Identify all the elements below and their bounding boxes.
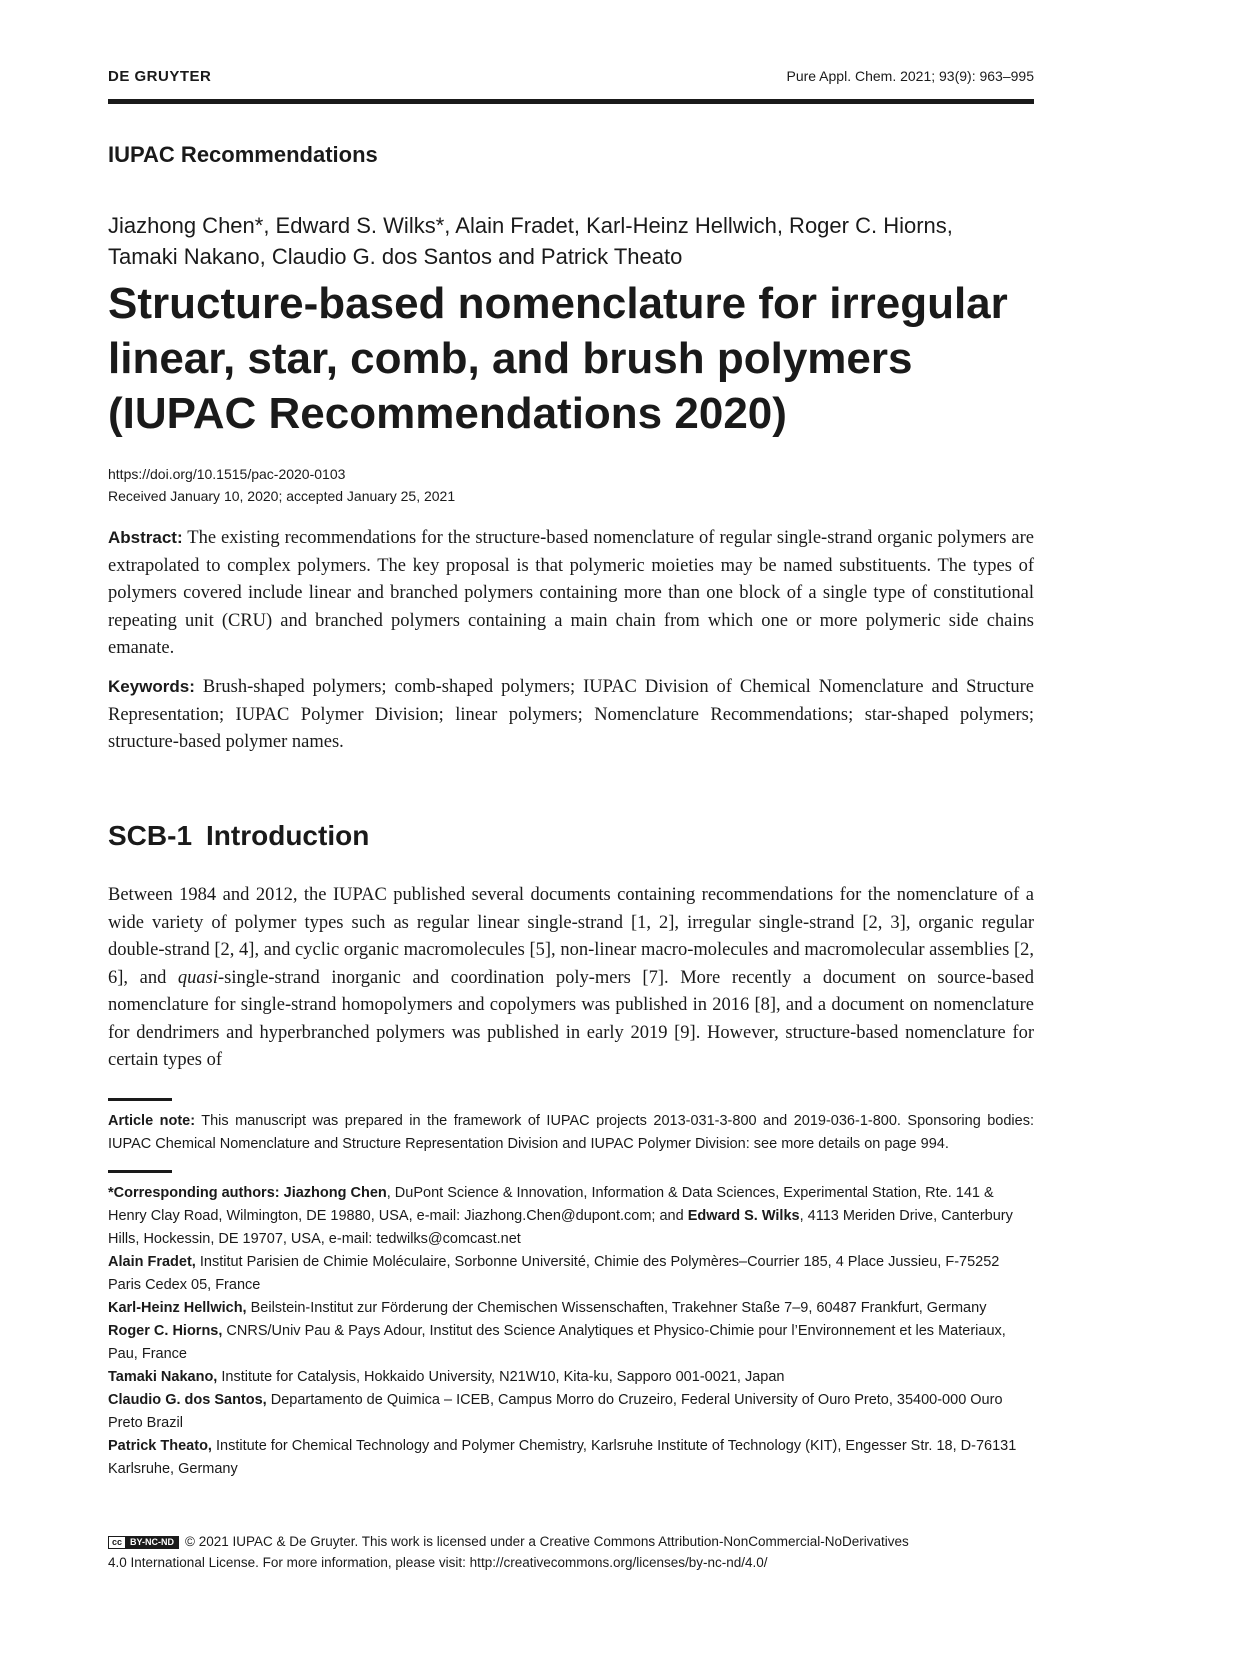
- affiliation-text: Institute for Chemical Technology and Polymer Chemistry, Karlsruhe Institute of Technology (KIT), Engesser Str. 18, D-76131 Karlsruhe, Germany: [108, 1438, 1017, 1477]
- intro-text: Between 1984 and 2012, the IUPAC published several documents containing recommendations for the nomenclature of a wide variety of polymer types such as regular linear single-strand [1, 2], irregular single-strand [2, 3], organic regular double-strand [2, 4], and cyclic organic macromolecules [5], non-linear macro-molecules and macromolecular assemblies [2, 6], and: [108, 885, 1034, 988]
- running-header: [108, 68, 1034, 88]
- license-notice: [108, 1531, 1034, 1573]
- author-name: Roger C. Hiorns,: [108, 1323, 223, 1339]
- affiliation-text: CNRS/Univ Pau & Pays Adour, Institut des Science Analytiques et Physico-Chimie pour l’Environnement et les Materiaux, Pau, France: [108, 1323, 1006, 1362]
- affiliation-item: [108, 1320, 1034, 1366]
- article-note: [108, 1110, 1034, 1156]
- title-line: (IUPAC Recommendations 2020): [108, 389, 787, 438]
- doi-link[interactable]: https://doi.org/10.1515/pac-2020-0103: [108, 466, 346, 482]
- header-rule: [108, 99, 1034, 104]
- keywords-text: Brush-shaped polymers; comb-shaped polymers; IUPAC Division of Chemical Nomenclature and Structure Representation; IUPAC Polymer Division; linear polymers; Nomenclature Recommendations; star-shaped polymers; structure-based polymer names.: [108, 677, 1034, 752]
- affiliation-text: Institut Parisien de Chimie Moléculaire, Sorbonne Université, Chimie des Polymères–Courrier 185, 4 Place Jussieu, F-75252 Paris Cedex 05, France: [108, 1254, 1000, 1293]
- affiliation-item: [108, 1251, 1034, 1297]
- affiliation-item: [108, 1389, 1034, 1435]
- introduction-paragraph: [108, 882, 1034, 1075]
- keywords-label: Keywords:: [108, 677, 195, 696]
- author-name: Jiazhong Chen: [283, 1185, 387, 1201]
- affiliation-text: Departamento de Quimica – ICEB, Campus Morro do Cruzeiro, Federal University of Ouro Preto, 35400-000 Ouro Preto Brazil: [108, 1392, 1003, 1431]
- section-heading-introduction: [108, 820, 369, 852]
- article-meta: [108, 463, 455, 507]
- title-line: Structure-based nomenclature for irregular: [108, 279, 1008, 328]
- affiliation-item: [108, 1297, 1034, 1320]
- author-name: Edward S. Wilks: [687, 1208, 800, 1224]
- footnote-rule: [108, 1170, 172, 1173]
- license-url-line[interactable]: 4.0 International License. For more information, please visit: http://creativecommons.org/licenses/by-nc-nd/4.0/: [108, 1555, 768, 1570]
- affiliation-text: , DuPont Science & Innovation, Information & Data Sciences, Experimental Station, Rte. 141 & Henry Clay Road, Wilmington, DE 19880, USA, e-mail: Jiazhong.Chen@dupont.com; and: [108, 1185, 994, 1224]
- affiliations: [108, 1182, 1034, 1481]
- intro-text-continued: -single-strand inorganic and coordination poly-mers [7]. More recently a document on source-based nomenclature for single-strand homopolymers and copolymers was published in 2016 [8], and a document on nomenclature for dendrimers and hyperbranched polymers was published in early 2019 [9]. However, structure-based nomenclature for certain types of: [108, 967, 1035, 1070]
- affiliation-item: [108, 1435, 1034, 1481]
- author-line: Jiazhong Chen*, Edward S. Wilks*, Alain Fradet, Karl-Heinz Hellwich, Roger C. Hiorns,: [108, 213, 953, 238]
- article-note-text: This manuscript was prepared in the framework of IUPAC projects 2013-031-3-800 and 2019-036-1-800. Sponsoring bodies: IUPAC Chemical Nomenclature and Structure Representation Division and IUPAC Polymer Division: see more details on page 994.: [108, 1113, 1034, 1152]
- abstract: [108, 524, 1034, 663]
- section-number: SCB-1: [108, 820, 193, 851]
- abstract-text: The existing recommendations for the structure-based nomenclature of regular single-strand organic polymers are extrapolated to complex polymers. The key proposal is that polymeric moieties may be named substituents. The types of polymers covered include linear and branched polymers containing more than one block of a single type of constitutional repeating unit (CRU) and branched polymers containing a main chain from which one or more polymeric side chains emanate.: [108, 528, 1034, 658]
- license-line: [108, 1531, 1034, 1552]
- section-label: IUPAC Recommendations: [108, 142, 378, 167]
- journal-citation: Pure Appl. Chem. 2021; 93(9): 963–995: [786, 68, 1034, 84]
- article-title: [108, 276, 1034, 441]
- received-dates: Received January 10, 2020; accepted January 25, 2021: [108, 488, 456, 504]
- author-name: Claudio G. dos Santos,: [108, 1392, 267, 1408]
- license-text: © 2021 IUPAC & De Gruyter. This work is licensed under a Creative Commons Attribution-NonCommercial-NoDerivatives: [185, 1534, 909, 1549]
- author-name: Karl-Heinz Hellwich,: [108, 1300, 247, 1316]
- author-name: Patrick Theato,: [108, 1438, 212, 1454]
- corresponding-label: *Corresponding authors:: [108, 1185, 284, 1201]
- author-line: Tamaki Nakano, Claudio G. dos Santos and Patrick Theato: [108, 244, 683, 269]
- author-name: Alain Fradet,: [108, 1254, 196, 1270]
- affiliation-text: Institute for Catalysis, Hokkaido University, N21W10, Kita-ku, Sapporo 001-0021, Japan: [217, 1369, 785, 1385]
- affiliation-text: Beilstein-Institut zur Förderung der Chemischen Wissenschaften, Trakehner Staße 7–9, 60487 Frankfurt, Germany: [246, 1300, 987, 1316]
- section-title: Introduction: [206, 820, 370, 851]
- intro-italic: quasi: [177, 967, 219, 988]
- cc-license-badge-icon[interactable]: cc BY-NC-ND: [108, 1536, 179, 1549]
- publisher-name: DE GRUYTER: [108, 68, 212, 85]
- affiliation-text: , 4113 Meriden Drive, Canterbury Hills, Hockessin, DE 19707, USA, e-mail: tedwilks@comcast.net: [108, 1208, 1013, 1247]
- affiliation-item: [108, 1366, 1034, 1389]
- footnote-rule: [108, 1098, 172, 1101]
- corresponding-authors: [108, 1182, 1034, 1251]
- author-name: Tamaki Nakano,: [108, 1369, 218, 1385]
- author-list: [108, 210, 1034, 272]
- title-line: linear, star, comb, and brush polymers: [108, 334, 913, 383]
- abstract-label: Abstract:: [108, 528, 183, 547]
- article-note-label: Article note:: [108, 1113, 196, 1129]
- keywords: [108, 673, 1034, 757]
